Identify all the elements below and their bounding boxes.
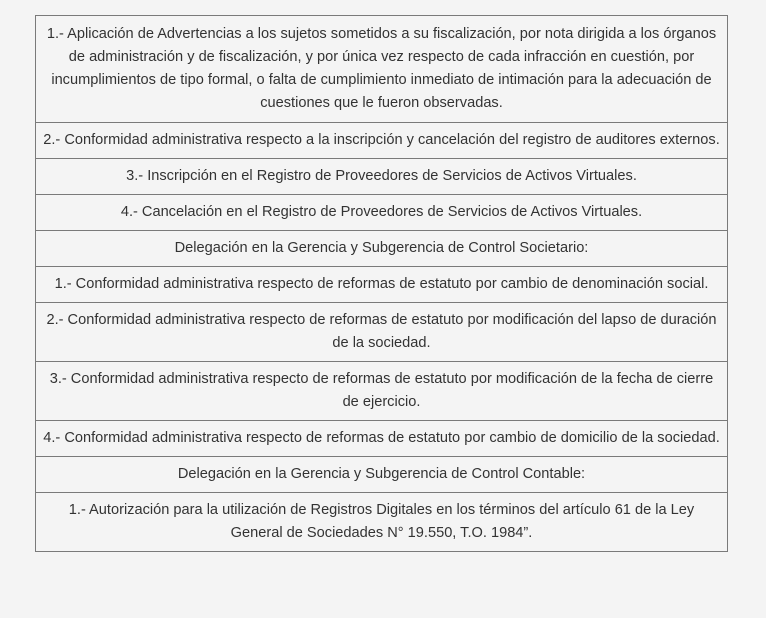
- table-row: [36, 16, 728, 123]
- table-cell: 4.- Cancelación en el Registro de Proveedores de Servicios de Activos Virtuales.: [36, 195, 728, 231]
- table-row: [36, 123, 728, 159]
- content-area: [35, 15, 728, 552]
- table-cell: 2.- Conformidad administrativa respecto de reformas de estatuto por modificación del lapso de duración de la sociedad.: [36, 303, 728, 362]
- table-row: [36, 231, 728, 267]
- table-row: [36, 159, 728, 195]
- table-row: [36, 457, 728, 493]
- section-heading-cell: Delegación en la Gerencia y Subgerencia de Control Societario:: [36, 231, 728, 267]
- table-cell: 3.- Inscripción en el Registro de Proveedores de Servicios de Activos Virtuales.: [36, 159, 728, 195]
- table-row: [36, 267, 728, 303]
- delegations-table: [35, 15, 728, 552]
- table-row: [36, 421, 728, 457]
- table-row: [36, 303, 728, 362]
- table-cell: 3.- Conformidad administrativa respecto de reformas de estatuto por modificación de la fecha de cierre de ejercicio.: [36, 362, 728, 421]
- table-row: [36, 493, 728, 552]
- table-cell: 2.- Conformidad administrativa respecto a la inscripción y cancelación del registro de auditores externos.: [36, 123, 728, 159]
- table-cell: 4.- Conformidad administrativa respecto de reformas de estatuto por cambio de domicilio de la sociedad.: [36, 421, 728, 457]
- table-cell: 1.- Autorización para la utilización de Registros Digitales en los términos del artículo 61 de la Ley General de Sociedades N° 19.550, T.O. 1984”.: [36, 493, 728, 552]
- section-heading-cell: Delegación en la Gerencia y Subgerencia de Control Contable:: [36, 457, 728, 493]
- table-cell: 1.- Aplicación de Advertencias a los sujetos sometidos a su fiscalización, por nota dirigida a los órganos de administración y de fiscalización, y por única vez respecto de cada infracción en cuestión, por incumplimientos de tipo formal, o falta de cumplimiento inmediato de intimación para la adecuación de cuestiones que le fueron observadas.: [36, 16, 728, 123]
- table-row: [36, 195, 728, 231]
- table-row: [36, 362, 728, 421]
- table-cell: 1.- Conformidad administrativa respecto de reformas de estatuto por cambio de denominación social.: [36, 267, 728, 303]
